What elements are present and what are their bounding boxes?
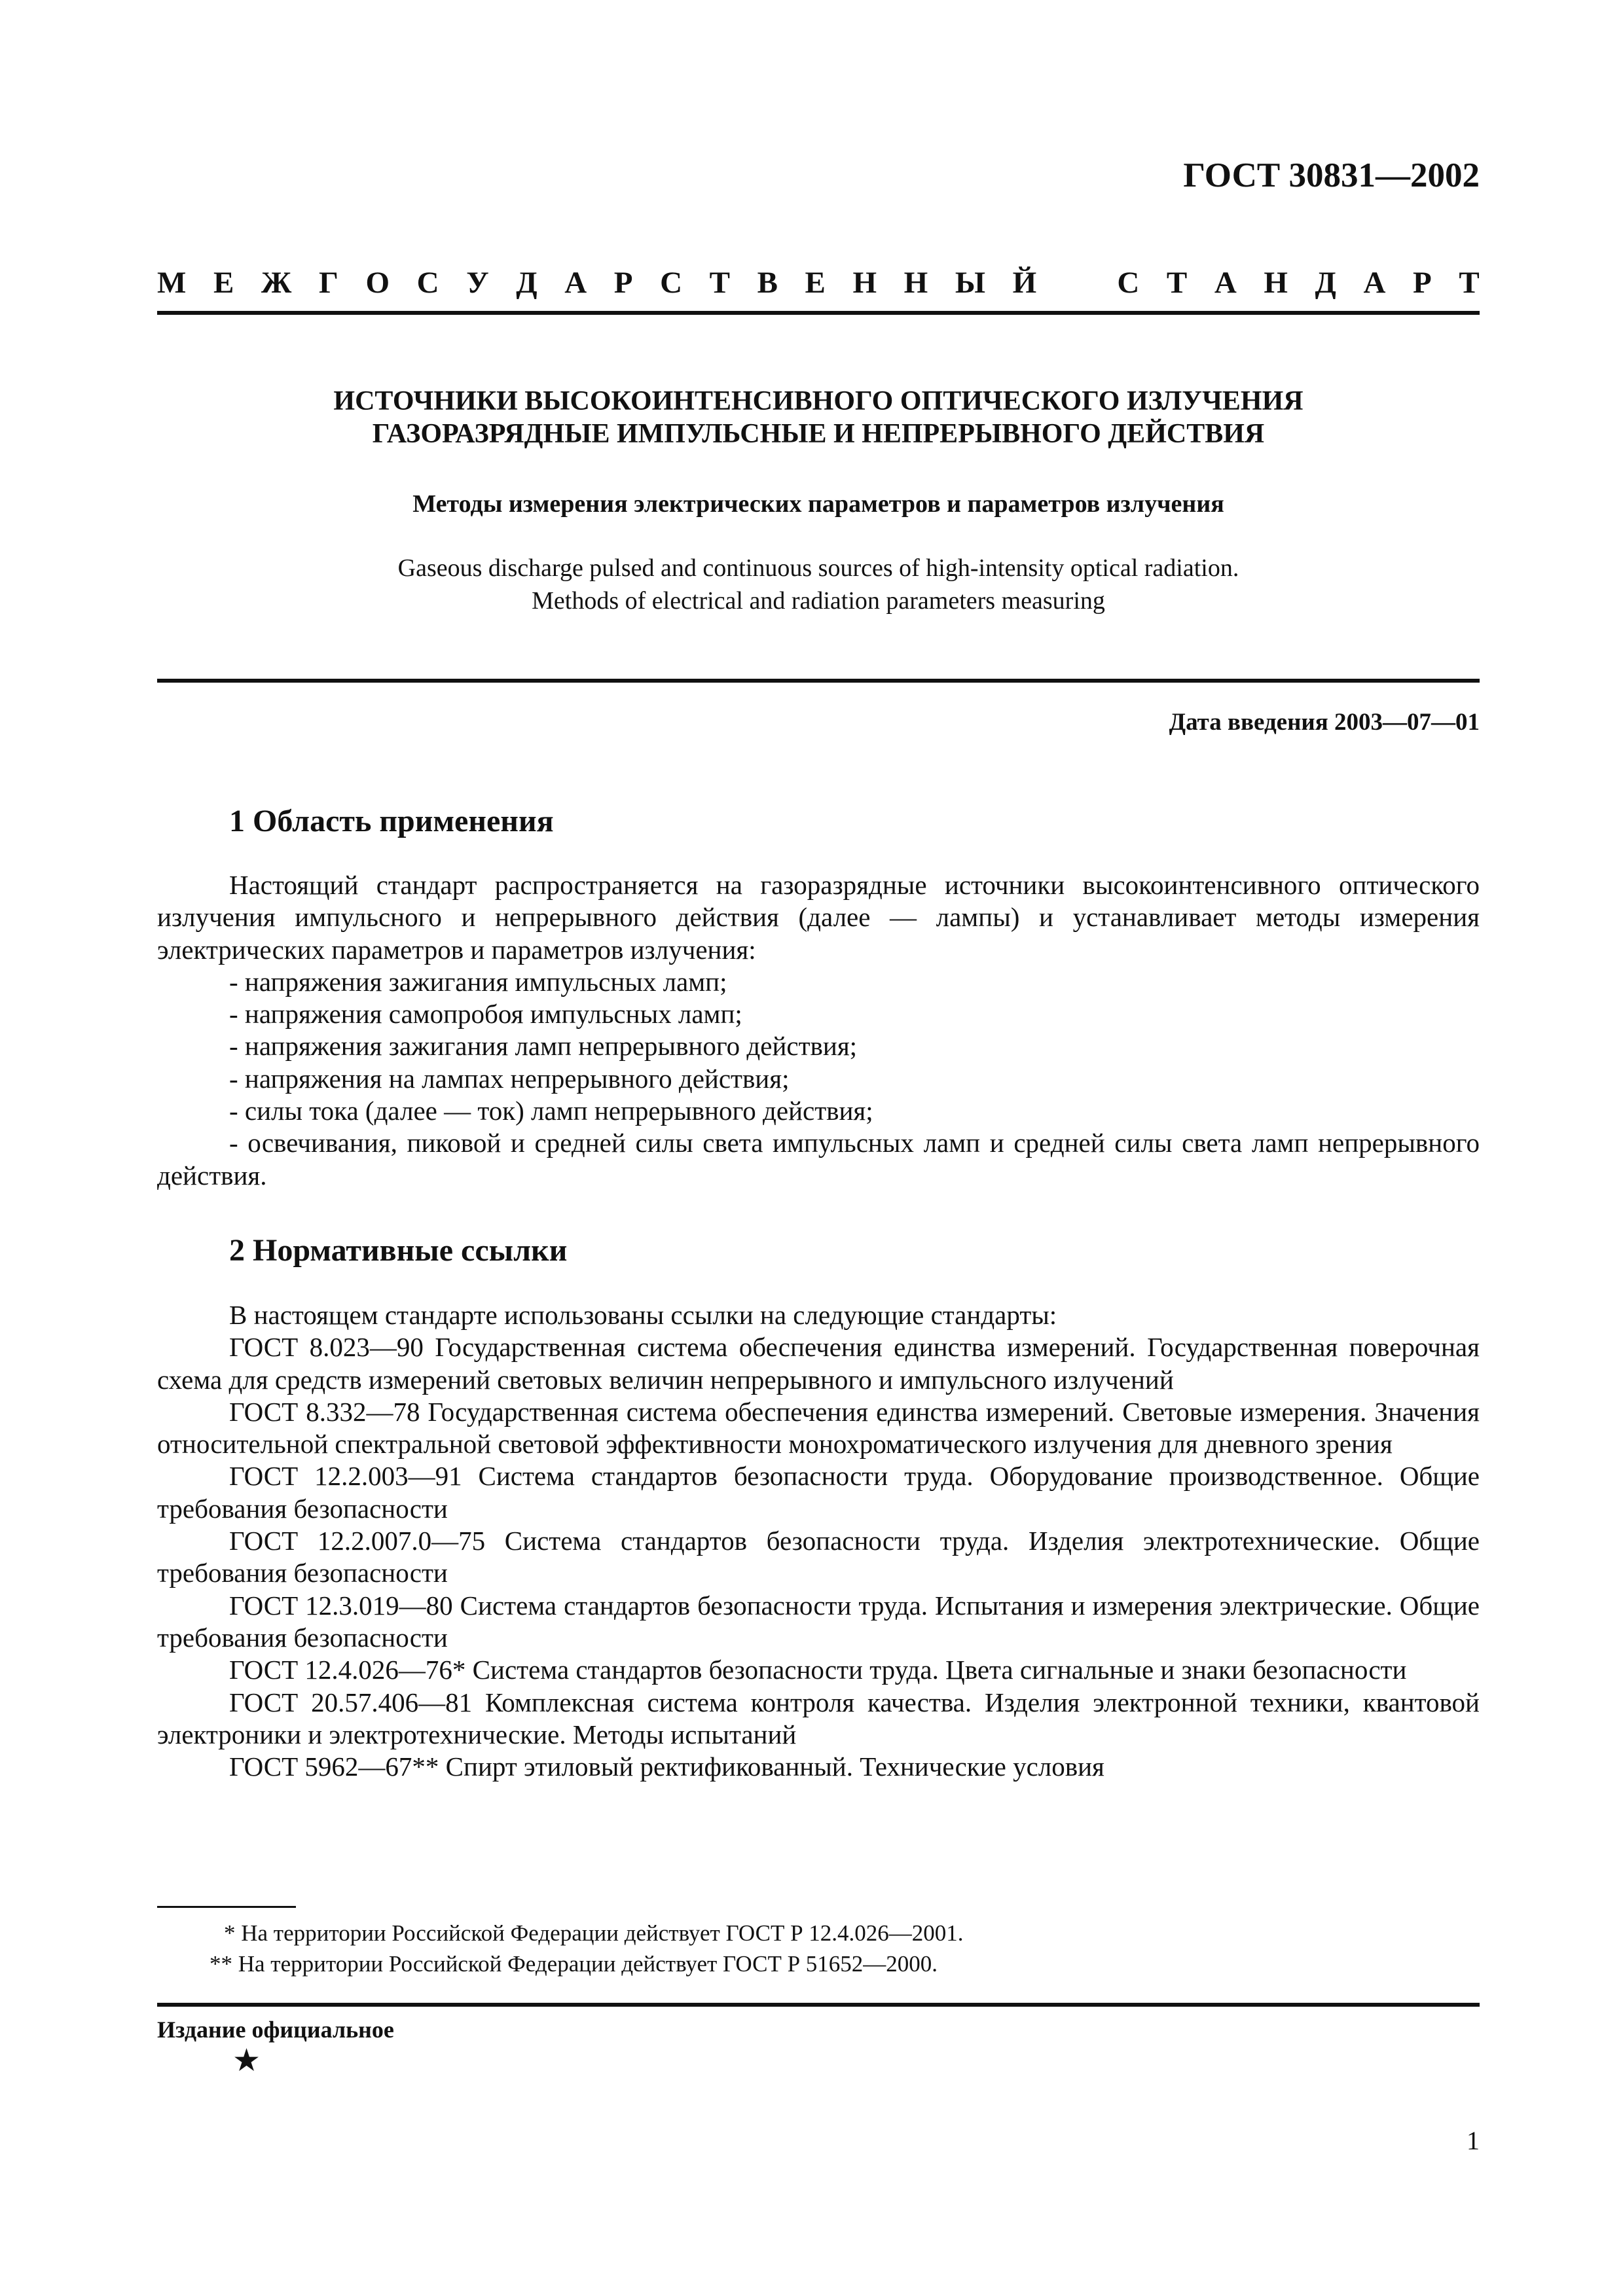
letter: Т <box>709 266 730 300</box>
reference-item: ГОСТ 12.2.003—91 Система стандартов безопасности труда. Оборудование производственное. Общие требования безопасности <box>157 1461 1480 1524</box>
title-line: ГАЗОРАЗРЯДНЫЕ ИМПУЛЬСНЫЕ И НЕПРЕРЫВНОГО ДЕЙСТВИЯ <box>372 419 1265 449</box>
letter: Е <box>213 266 234 300</box>
reference-item: ГОСТ 8.023—90 Государственная система обеспечения единства измерений. Государственная поверочная схема для средств измерений световых величин непрерывного и импульсного излучений <box>157 1332 1480 1395</box>
letter: Р <box>613 266 633 300</box>
title-line: Gaseous discharge pulsed and continuous sources of high-intensity optical radiation. <box>397 554 1239 582</box>
letter: Н <box>1264 266 1288 300</box>
footnote: * На территории Российской Федерации действует ГОСТ Р 12.4.026—2001. <box>224 1920 964 1946</box>
list-item: - напряжения зажигания импульсных ламп; <box>229 966 727 997</box>
letter: А <box>564 266 587 300</box>
page-number: 1 <box>1467 2126 1480 2155</box>
letter: Н <box>903 266 928 300</box>
list-item: - освечивания, пиковой и средней силы света импульсных ламп и средней силы света ламп непрерывного действия. <box>157 1128 1480 1191</box>
letter: Т <box>1459 266 1480 300</box>
word-gap <box>1064 265 1090 300</box>
paragraph: В настоящем стандарте использованы ссылки на следующие стандарты: <box>229 1300 1057 1330</box>
letter: С <box>660 266 683 300</box>
letter: Е <box>805 266 826 300</box>
edition-label: Издание официальное <box>157 2017 394 2043</box>
section-heading: 1 Область применения <box>229 804 554 838</box>
paragraph: Настоящий стандарт распространяется на газоразрядные источники высокоинтенсивного оптического излучения импульсного и непрерывного действия (далее — лампы) и устанавливает методы измерения электрических параметров и параметров излучения: <box>157 870 1480 965</box>
letter: Д <box>516 266 538 300</box>
title-russian <box>157 385 1480 450</box>
reference-item: ГОСТ 5962—67** Спирт этиловый ректификованный. Технические условия <box>229 1751 1104 1782</box>
footnotes <box>157 1918 1480 1979</box>
introduction-date: Дата введения 2003—07—01 <box>1169 709 1480 736</box>
reference-item: ГОСТ 12.4.026—76* Система стандартов безопасности труда. Цвета сигнальные и знаки безопасности <box>229 1655 1407 1685</box>
footnote-separator <box>157 1906 296 1908</box>
list-item: - силы тока (далее — ток) ламп непрерывного действия; <box>229 1096 873 1126</box>
letter: А <box>1363 266 1386 300</box>
letter: Й <box>1012 266 1037 300</box>
title-line: ИСТОЧНИКИ ВЫСОКОИНТЕНСИВНОГО ОПТИЧЕСКОГО ИЗЛУЧЕНИЯ <box>333 386 1304 416</box>
title-rule <box>157 679 1480 683</box>
reference-item: ГОСТ 20.57.406—81 Комплексная система контроля качества. Изделия электронной техники, квантовой электроники и электротехнические. Методы испытаний <box>157 1687 1480 1749</box>
letter: В <box>757 266 778 300</box>
letter: Н <box>852 266 877 300</box>
title-english <box>157 552 1480 617</box>
reference-item: ГОСТ 12.2.007.0—75 Система стандартов безопасности труда. Изделия электротехнические. Общие требования безопасности <box>157 1526 1480 1588</box>
list-item: - напряжения зажигания ламп непрерывного действия; <box>229 1031 858 1062</box>
letter: У <box>466 266 489 300</box>
reference-item: ГОСТ 12.3.019—80 Система стандартов безопасности труда. Испытания и измерения электрические. Общие требования безопасности <box>157 1590 1480 1653</box>
interstate-standard-banner <box>157 265 1480 300</box>
list-item: - напряжения самопробоя импульсных ламп; <box>229 999 742 1030</box>
title-line: Methods of electrical and radiation parameters measuring <box>532 587 1105 615</box>
letter: М <box>157 266 187 300</box>
star-icon: ★ <box>232 2043 261 2078</box>
letter: А <box>1214 266 1237 300</box>
edition-rule <box>157 2003 1480 2007</box>
section-body <box>157 1299 1480 1783</box>
reference-item: ГОСТ 8.332—78 Государственная система обеспечения единства измерений. Световые измерения. Значения относительной спектральной световой эффективности монохроматического излучения для дневного зрения <box>157 1396 1480 1460</box>
letter: С <box>1117 266 1140 300</box>
list-item: - напряжения на лампах непрерывного действия; <box>229 1063 790 1094</box>
document-code: ГОСТ 30831—2002 <box>1183 156 1480 194</box>
letter: Ж <box>261 266 292 300</box>
letter: Д <box>1315 266 1336 300</box>
banner-rule <box>157 311 1480 315</box>
footnote: ** На территории Российской Федерации действует ГОСТ Р 51652—2000. <box>210 1951 938 1977</box>
letter: О <box>365 266 390 300</box>
letter: Г <box>319 266 338 300</box>
letter: Т <box>1166 266 1188 300</box>
section-body <box>157 869 1480 1192</box>
section-heading: 2 Нормативные ссылки <box>229 1233 568 1268</box>
letter: Ы <box>955 266 985 300</box>
letter: Р <box>1413 266 1432 300</box>
letter: С <box>416 266 439 300</box>
subtitle-russian: Методы измерения электрических параметров и параметров излучения <box>412 490 1224 518</box>
